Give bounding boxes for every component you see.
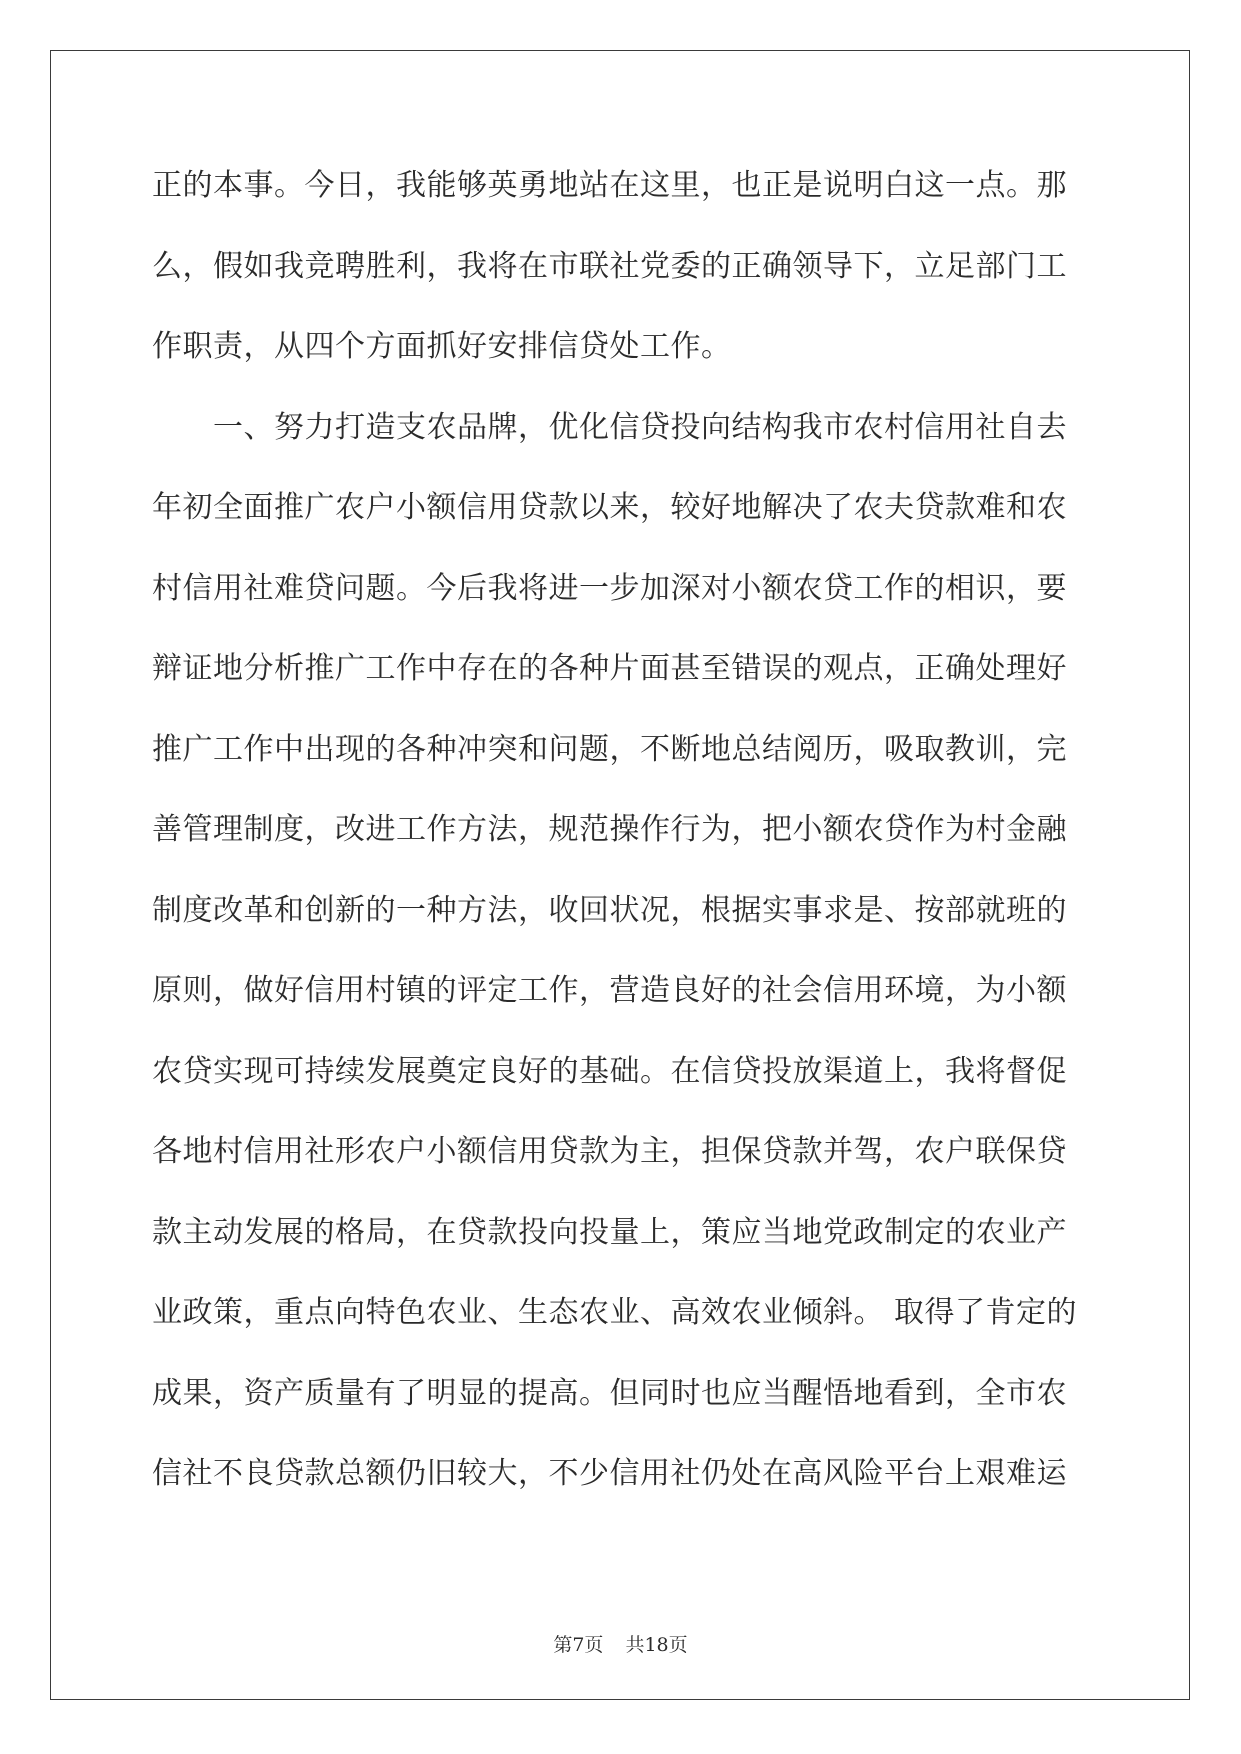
text-line: 推广工作中出现的各种冲突和问题，不断地总结阅历，吸取教训，完	[152, 731, 1067, 767]
text-line: 农贷实现可持续发展奠定良好的基础。在信贷投放渠道上，我将督促	[152, 1053, 1067, 1089]
text-line: 业政策，重点向特色农业、生态农业、高效农业倾斜。 取得了肯定的	[152, 1295, 1078, 1330]
text-line: 么，假如我竞聘胜利，我将在市联社党委的正确领导下，立足部门工	[152, 248, 1067, 284]
page-footer	[0, 1630, 1241, 1657]
text-line: 各地村信用社形农户小额信用贷款为主，担保贷款并驾，农户联保贷	[152, 1134, 1067, 1169]
page-total: 共18页	[625, 1634, 688, 1656]
body-text	[152, 164, 1092, 1533]
text-line: 一、努力打造支农品牌，优化信贷投向结构我市农村信用社自去	[152, 409, 1067, 445]
text-line: 善管理制度，改进工作方法，规范操作行为，把小额农贷作为村金融	[152, 812, 1067, 847]
text-line: 年初全面推广农户小额信用贷款以来，较好地解决了农夫贷款难和农	[152, 490, 1067, 525]
page-number: 第7页	[553, 1634, 604, 1656]
text-line: 成果，资产质量有了明显的提高。但同时也应当醒悟地看到，全市农	[152, 1375, 1067, 1411]
text-line: 村信用社难贷问题。今后我将进一步加深对小额农贷工作的相识，要	[152, 570, 1067, 606]
text-line: 原则，做好信用村镇的评定工作，营造良好的社会信用环境，为小额	[152, 973, 1067, 1008]
text-line: 款主动发展的格局，在贷款投向投量上，策应当地党政制定的农业产	[152, 1214, 1067, 1250]
text-line: 制度改革和创新的一种方法，收回状况，根据实事求是、按部就班的	[152, 892, 1067, 928]
text-line: 辩证地分析推广工作中存在的各种片面甚至错误的观点，正确处理好	[152, 651, 1067, 686]
text-line: 正的本事。今日，我能够英勇地站在这里，也正是说明白这一点。那	[152, 168, 1067, 203]
text-line: 作职责，从四个方面抓好安排信贷处工作。	[152, 329, 732, 364]
text-line: 信社不良贷款总额仍旧较大，不少信用社仍处在高风险平台上艰难运	[152, 1456, 1067, 1491]
